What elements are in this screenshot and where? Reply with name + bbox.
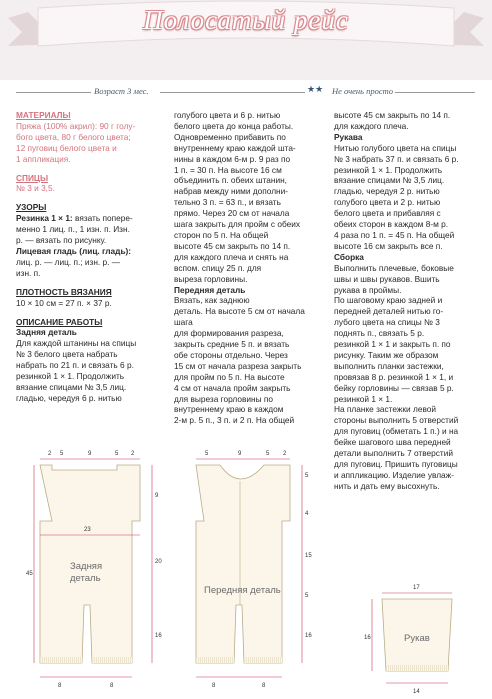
difficulty-label: Не очень просто [332, 86, 394, 96]
dim-label: 16 [155, 633, 162, 639]
front-rib-right [244, 657, 282, 663]
age-label: Возраст 3 мес. [94, 86, 149, 96]
front-line: для формирования разреза, [174, 328, 284, 339]
front-line: обе стороны отдельно. Через [174, 349, 288, 360]
assembly-line: бейку горловины — связав 5 р. [334, 382, 454, 393]
dim-label: 5 [205, 451, 209, 457]
sleeves-line: 4 раза по 1 п. = 45 п. На общей [334, 229, 455, 240]
back-line: № 3 белого цвета набрать [16, 349, 118, 360]
density-text: 10 × 10 см = 27 п. × 37 р. [16, 297, 112, 308]
assembly-line: стороны выполнить 5 отверстий [334, 415, 459, 426]
text-line: высоте 45 см закрыть по 14 п. [334, 110, 451, 120]
assembly-line: нить и дать ему высохнуть. [334, 480, 440, 491]
density-heading: ПЛОТНОСТЬ ВЯЗАНИЯ [16, 286, 112, 297]
assembly-line: резинкой 1 × 1 и закрыть п. по [334, 339, 451, 350]
sleeve-label: Рукав [404, 633, 430, 644]
front-piece-shape [196, 465, 290, 663]
dim-label: 5 [266, 451, 270, 457]
text-line: тельно 3 п. = 63 п., и вязать [174, 197, 281, 208]
sleeves-line: Нитью голубого цвета на спицы [334, 142, 457, 153]
sleeves-line: голубого цвета и 2 р. нитью [334, 197, 441, 208]
dim-label: 16 [305, 633, 312, 639]
text-line: для каждого плеча. [334, 120, 409, 131]
assembly-line: рисунку. Таким же образом [334, 349, 439, 360]
assembly-line: провязав 8 р. резинкой 1 × 1, и [334, 371, 454, 382]
dim-label: 5 [115, 451, 119, 457]
dim-label: 2 [48, 451, 52, 457]
assembly-line: лубого цвета на спицы № 3 [334, 317, 440, 328]
dim-label: 2 [283, 451, 287, 457]
rib-line: менно 1 лиц. п., 1 изн. п. Изн. [16, 224, 130, 235]
sleeves-line: № 3 набрать 37 п. и связать 6 р. [334, 153, 459, 164]
back-line: гладью, чередуя 6 р. нитью [16, 392, 122, 403]
dim-label: 5 [305, 473, 309, 479]
dim-label: 16 [364, 635, 371, 641]
dim-label: 5 [60, 451, 64, 457]
assembly-heading: Сборка [334, 251, 364, 262]
text-line: набрав между ними дополни- [174, 186, 289, 197]
sleeves-line: обеих сторон в каждом 8-м р. [334, 219, 449, 230]
patterns-heading: УЗОРЫ [16, 202, 47, 213]
front-line: 15 см от начала разреза закрыть [174, 360, 302, 371]
dim-label: 8 [212, 683, 216, 689]
front-piece-label: Передняя деталь [204, 585, 281, 596]
dim-label: 14 [413, 689, 420, 695]
sleeves-line: белого цвета и прибавляя с [334, 208, 441, 219]
dim-label: 45 [26, 571, 33, 577]
materials-heading: МАТЕРИАЛЫ [16, 110, 71, 120]
front-rib-left [196, 657, 234, 663]
sleeves-heading: Рукава [334, 131, 363, 142]
dim-label: 9 [238, 451, 242, 457]
text-line: шага закрыть для пройм с обеих [174, 219, 301, 230]
assembly-line: резинкой 1 × 1. [334, 393, 393, 404]
materials-line: Пряжа (100% акрил): 90 г голу- [16, 120, 136, 131]
face-label: Лицевая гладь (лиц. гладь): [16, 245, 132, 256]
sleeves-line: резинкой 1 × 1. Продолжить [334, 164, 443, 175]
rib-line: р. — вязать по рисунку. [16, 235, 107, 246]
sleeves-line: вязание спицами № 3,5 лиц. [334, 175, 445, 186]
sleeve-diagram [364, 585, 452, 695]
work-heading: ОПИСАНИЕ РАБОТЫ [16, 316, 103, 327]
front-line: закрыть средние 5 п. и вязать [174, 339, 290, 350]
sleeves-line: высоте 16 см закрыть все п. [334, 240, 443, 251]
dim-label: 9 [155, 493, 159, 499]
page-title: Полосатый рейс [143, 5, 349, 35]
back-line: Для каждой штанины на спицы [16, 338, 137, 349]
rib-line [16, 213, 166, 224]
assembly-line: поднять п., связать 5 р. [334, 328, 425, 339]
back-heading: Задняя деталь [16, 327, 77, 338]
assembly-line: рукава в проймы. [334, 284, 402, 295]
pattern-diagrams [0, 445, 492, 699]
column-2 [174, 110, 324, 426]
assembly-line: По шаговому краю задней и [334, 295, 443, 306]
dim-label: 9 [88, 451, 92, 457]
text-line: внутреннему краю каждой шта- [174, 142, 296, 153]
dim-label: 8 [262, 683, 266, 689]
assembly-line: для пуговиц (обметать 1 п.) и на [334, 426, 459, 437]
sleeve-rib [386, 665, 448, 671]
assembly-line: На планке застежки левой [334, 404, 437, 415]
assembly-line: выполнить планки застежки, [334, 360, 444, 371]
front-line: 4 см от начала пройм закрыть [174, 382, 291, 393]
back-piece-label: деталь [70, 573, 101, 584]
front-line: для выреза горловины по [174, 393, 273, 404]
materials-line: 12 пуговиц белого цвета и [16, 142, 117, 153]
back-line: вязание спицами № 3,5 лиц. [16, 381, 127, 392]
assembly-line: передней деталей нитью го- [334, 306, 444, 317]
needles-text: № 3 и 3,5. [16, 183, 55, 194]
face-line: лиц. р. — лиц. п.; изн. р. — [16, 256, 121, 267]
dim-label: 17 [413, 585, 420, 591]
divider-middle [160, 92, 305, 93]
rib-label: Резинка 1 × 1: [16, 213, 73, 224]
text-line: объединить п. обеих штанин, [174, 175, 287, 186]
text-line: голубого цвета и 6 р. нитью [174, 110, 281, 120]
assembly-line: и аппликацию. Изделие увлаж- [334, 469, 454, 480]
text-line: нины в каждом 6-м р. 9 раз по [174, 153, 291, 164]
dim-label: 23 [84, 527, 91, 533]
text-line: для каждого плеча и снять на [174, 251, 289, 262]
column-3 [334, 110, 484, 492]
front-piece-diagram [196, 451, 312, 689]
back-rib-right [92, 657, 132, 663]
dim-label: 20 [155, 559, 162, 565]
back-line: резинкой 1 × 1. Продолжить [16, 371, 125, 382]
rib-text: вязать попере- [75, 213, 133, 224]
face-line: изн. п. [16, 267, 41, 278]
needles-heading: СПИЦЫ [16, 172, 49, 183]
text-line: прямо. Через 20 см от начала [174, 208, 290, 219]
text-line: 1 п. = 30 п. На высоте 16 см [174, 164, 282, 175]
back-rib-left [40, 657, 82, 663]
text-line: вспом. спицу 25 п. для [174, 262, 262, 273]
dim-label: 2 [131, 451, 135, 457]
front-line: для пройм по 5 п. На высоте [174, 371, 285, 382]
assembly-line: для пуговиц. Пришить пуговицы [334, 459, 458, 469]
assembly-line: детали выполнить 7 отверстий [334, 448, 453, 459]
difficulty-stars-icon: ★★ [307, 84, 324, 94]
front-line: 2-м р. 5 п., 3 п. и 2 п. На общей [174, 415, 295, 426]
materials-line: бого цвета, 80 г белого цвета; [16, 131, 131, 142]
materials-line: 1 аппликация. [16, 153, 71, 164]
sleeves-line: гладью, чередуя 2 р. нитью [334, 186, 440, 197]
front-heading: Передняя деталь [174, 284, 246, 295]
back-piece-label: Задняя [70, 561, 103, 572]
text-line: высоте 45 см закрыть по 14 п. [174, 240, 291, 251]
assembly-line: бейке шагового шва передней [334, 437, 451, 448]
dim-label: 15 [305, 553, 312, 559]
dim-label: 8 [58, 683, 62, 689]
text-line: выреза горловины. [174, 273, 248, 284]
dim-label: 4 [305, 511, 309, 517]
back-piece-diagram [26, 451, 162, 689]
column-1 [16, 110, 166, 404]
assembly-line: Выполнить плечевые, боковые [334, 262, 454, 273]
dim-label: 8 [110, 683, 114, 689]
back-line: набрать по 21 п. и связать 6 р. [16, 360, 134, 371]
dim-label: 5 [305, 593, 309, 599]
divider-left [16, 92, 91, 93]
text-line: белого цвета до конца работы. [174, 120, 294, 131]
assembly-line: швы и швы рукавов. Вшить [334, 273, 440, 284]
text-line: Одновременно прибавить по [174, 131, 286, 142]
front-line: внутреннему краю в каждом [174, 404, 284, 415]
text-line: сторон по 5 п. На общей [174, 229, 269, 240]
divider-right [395, 92, 475, 93]
front-line: Вязать, как заднюю [174, 295, 250, 306]
front-line: деталь. На высоте 5 см от начала шага [174, 306, 305, 328]
